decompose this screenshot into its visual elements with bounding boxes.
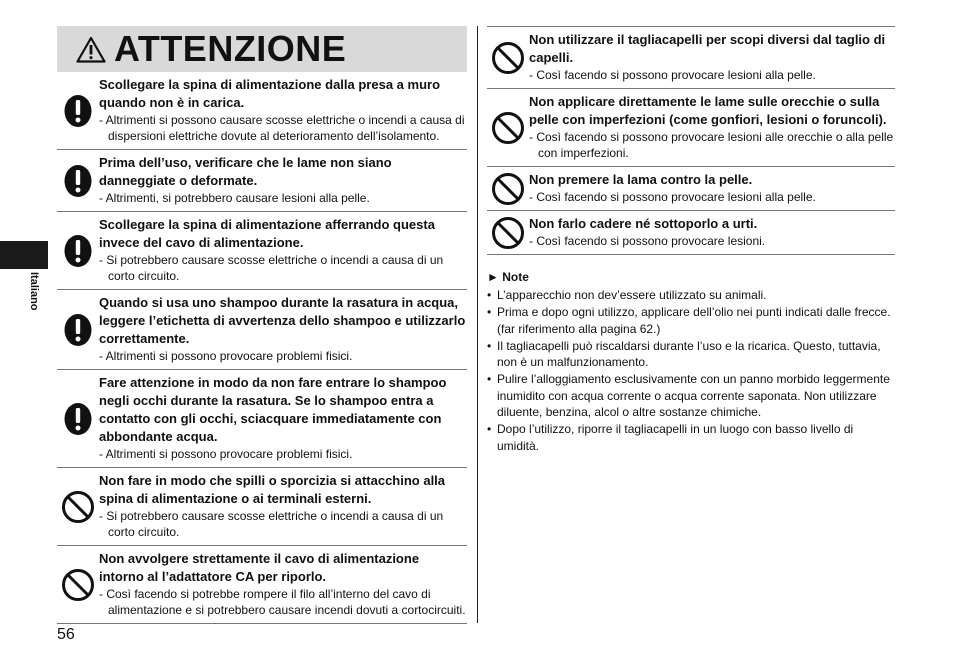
note-list: [487, 287, 895, 454]
mandatory-action-icon: [57, 72, 99, 149]
precaution-text: [99, 468, 467, 545]
precaution-item: [57, 212, 467, 290]
precaution-heading: Non avvolgere strettamente il cavo di alimentazione intorno al l’adattatore CA per riporlo.: [99, 551, 420, 584]
precaution-text: [529, 167, 895, 210]
prohibited-icon: [57, 546, 99, 623]
precaution-detail: - Altrimenti si possono provocare problemi fisici.: [99, 349, 353, 363]
precaution-text: [529, 27, 895, 88]
precaution-heading: Non applicare direttamente le lame sulle orecchie o sulla pelle con imperfezioni (come gonfiori, lesioni o foruncoli).: [529, 94, 887, 127]
precaution-detail: - Così facendo si possono provocare lesioni.: [529, 234, 766, 248]
warning-list: [57, 72, 467, 624]
mandatory-action-icon: [57, 212, 99, 289]
precaution-item: [57, 546, 467, 624]
precaution-heading: Non utilizzare il tagliacapelli per scopi diversi dal taglio di capelli.: [529, 32, 886, 65]
prohibition-list: [487, 26, 895, 255]
precaution-detail: - Altrimenti si possono causare scosse elettriche o incendi a causa di dispersioni elettriche dovute al deterioramento dell’isolamento.: [99, 113, 465, 143]
mandatory-action-icon: [57, 150, 99, 211]
note-item: • Dopo l’utilizzo, riporre il tagliacapelli in un luogo con basso livello di umidità.: [487, 421, 895, 454]
precaution-item: [57, 290, 467, 370]
prohibited-icon: [487, 211, 529, 254]
precaution-heading: Non farlo cadere né sottoporlo a urti.: [529, 216, 758, 231]
prohibited-icon: [487, 27, 529, 88]
prohibited-icon: [487, 89, 529, 166]
precaution-text: [99, 370, 467, 467]
prohibition-section: [487, 26, 895, 455]
warning-title-bar: [57, 26, 467, 72]
language-tab-marker: [0, 241, 48, 269]
precaution-item: [487, 89, 895, 167]
warning-title: ATTENZIONE: [114, 28, 347, 69]
precaution-text: [99, 290, 467, 369]
precaution-text: [99, 72, 467, 149]
prohibited-icon: [57, 468, 99, 545]
note-item: • Pulire l’alloggiamento esclusivamente con un panno morbido leggermente inumidito con acqua corrente o acqua corrente saponata. Non utilizzare diluente, benzina, alcol o altre sostanze chimiche.: [487, 371, 895, 421]
precaution-item: [57, 468, 467, 546]
precaution-heading: Scollegare la spina di alimentazione dalla presa a muro quando non è in carica.: [99, 77, 441, 110]
precaution-text: [99, 212, 467, 289]
note-item: • Il tagliacapelli può riscaldarsi durante l’uso e la ricarica. Questo, tuttavia, non è un malfunzionamento.: [487, 338, 895, 371]
column-divider: [477, 26, 478, 623]
precaution-item: [487, 211, 895, 255]
language-label: Italiano: [28, 272, 40, 311]
precaution-detail: - Così facendo si possono provocare lesioni alla pelle.: [529, 68, 816, 82]
prohibited-icon: [487, 167, 529, 210]
page-number: 56: [57, 626, 75, 643]
mandatory-action-icon: [57, 370, 99, 467]
precaution-detail: - Si potrebbero causare scosse elettriche o incendi a causa di un corto circuito.: [99, 509, 444, 539]
precaution-heading: Fare attenzione in modo da non fare entrare lo shampoo negli occhi durante la rasatura. Se lo shampoo entra a contatto con gli occhi, sciacquare immediatamente con abbondante acqua.: [99, 375, 447, 444]
precaution-text: [529, 211, 895, 254]
precaution-item: [487, 167, 895, 211]
precaution-heading: Non premere la lama contro la pelle.: [529, 172, 753, 187]
precaution-heading: Non fare in modo che spilli o sporcizia si attacchino alla spina di alimentazione o ai terminali esterni.: [99, 473, 446, 506]
mandatory-action-icon: [57, 290, 99, 369]
note-item: • Prima e dopo ogni utilizzo, applicare dell’olio nei punti indicati dalle frecce. (far riferimento alla pagina 62.): [487, 304, 895, 337]
precaution-text: [99, 150, 467, 211]
precaution-detail: - Si potrebbero causare scosse elettriche o incendi a causa di un corto circuito.: [99, 253, 444, 283]
precaution-item: [487, 26, 895, 89]
precaution-detail: - Altrimenti, si potrebbero causare lesioni alla pelle.: [99, 191, 370, 205]
precaution-detail: - Così facendo si potrebbe rompere il filo all’interno del cavo di alimentazione e si potrebbero causare incendi dovuti a cortocircuiti.: [99, 587, 466, 617]
precaution-detail: - Altrimenti si possono provocare problemi fisici.: [99, 447, 353, 461]
warning-triangle-icon: [76, 36, 106, 63]
precaution-text: [529, 89, 895, 166]
precaution-text: [99, 546, 467, 623]
precaution-item: [57, 370, 467, 468]
precaution-item: [57, 150, 467, 212]
precaution-detail: - Così facendo si possono provocare lesioni alle orecchie o alla pelle con imperfezioni.: [529, 130, 894, 160]
note-section: [487, 269, 895, 454]
precaution-heading: Quando si usa uno shampoo durante la rasatura in acqua, leggere l’etichetta di avvertenza dello shampoo e utilizzarlo correttamente.: [99, 295, 466, 346]
note-item: • L’apparecchio non dev’essere utilizzato su animali.: [487, 287, 895, 304]
warning-section: [57, 26, 467, 624]
precaution-detail: - Così facendo si possono provocare lesioni alla pelle.: [529, 190, 816, 204]
precaution-heading: Scollegare la spina di alimentazione afferrando questa invece del cavo di alimentazione.: [99, 217, 435, 250]
precaution-heading: Prima dell’uso, verificare che le lame non siano danneggiate o deformate.: [99, 155, 392, 188]
note-title: ► Note: [487, 270, 529, 284]
precaution-item: [57, 72, 467, 150]
